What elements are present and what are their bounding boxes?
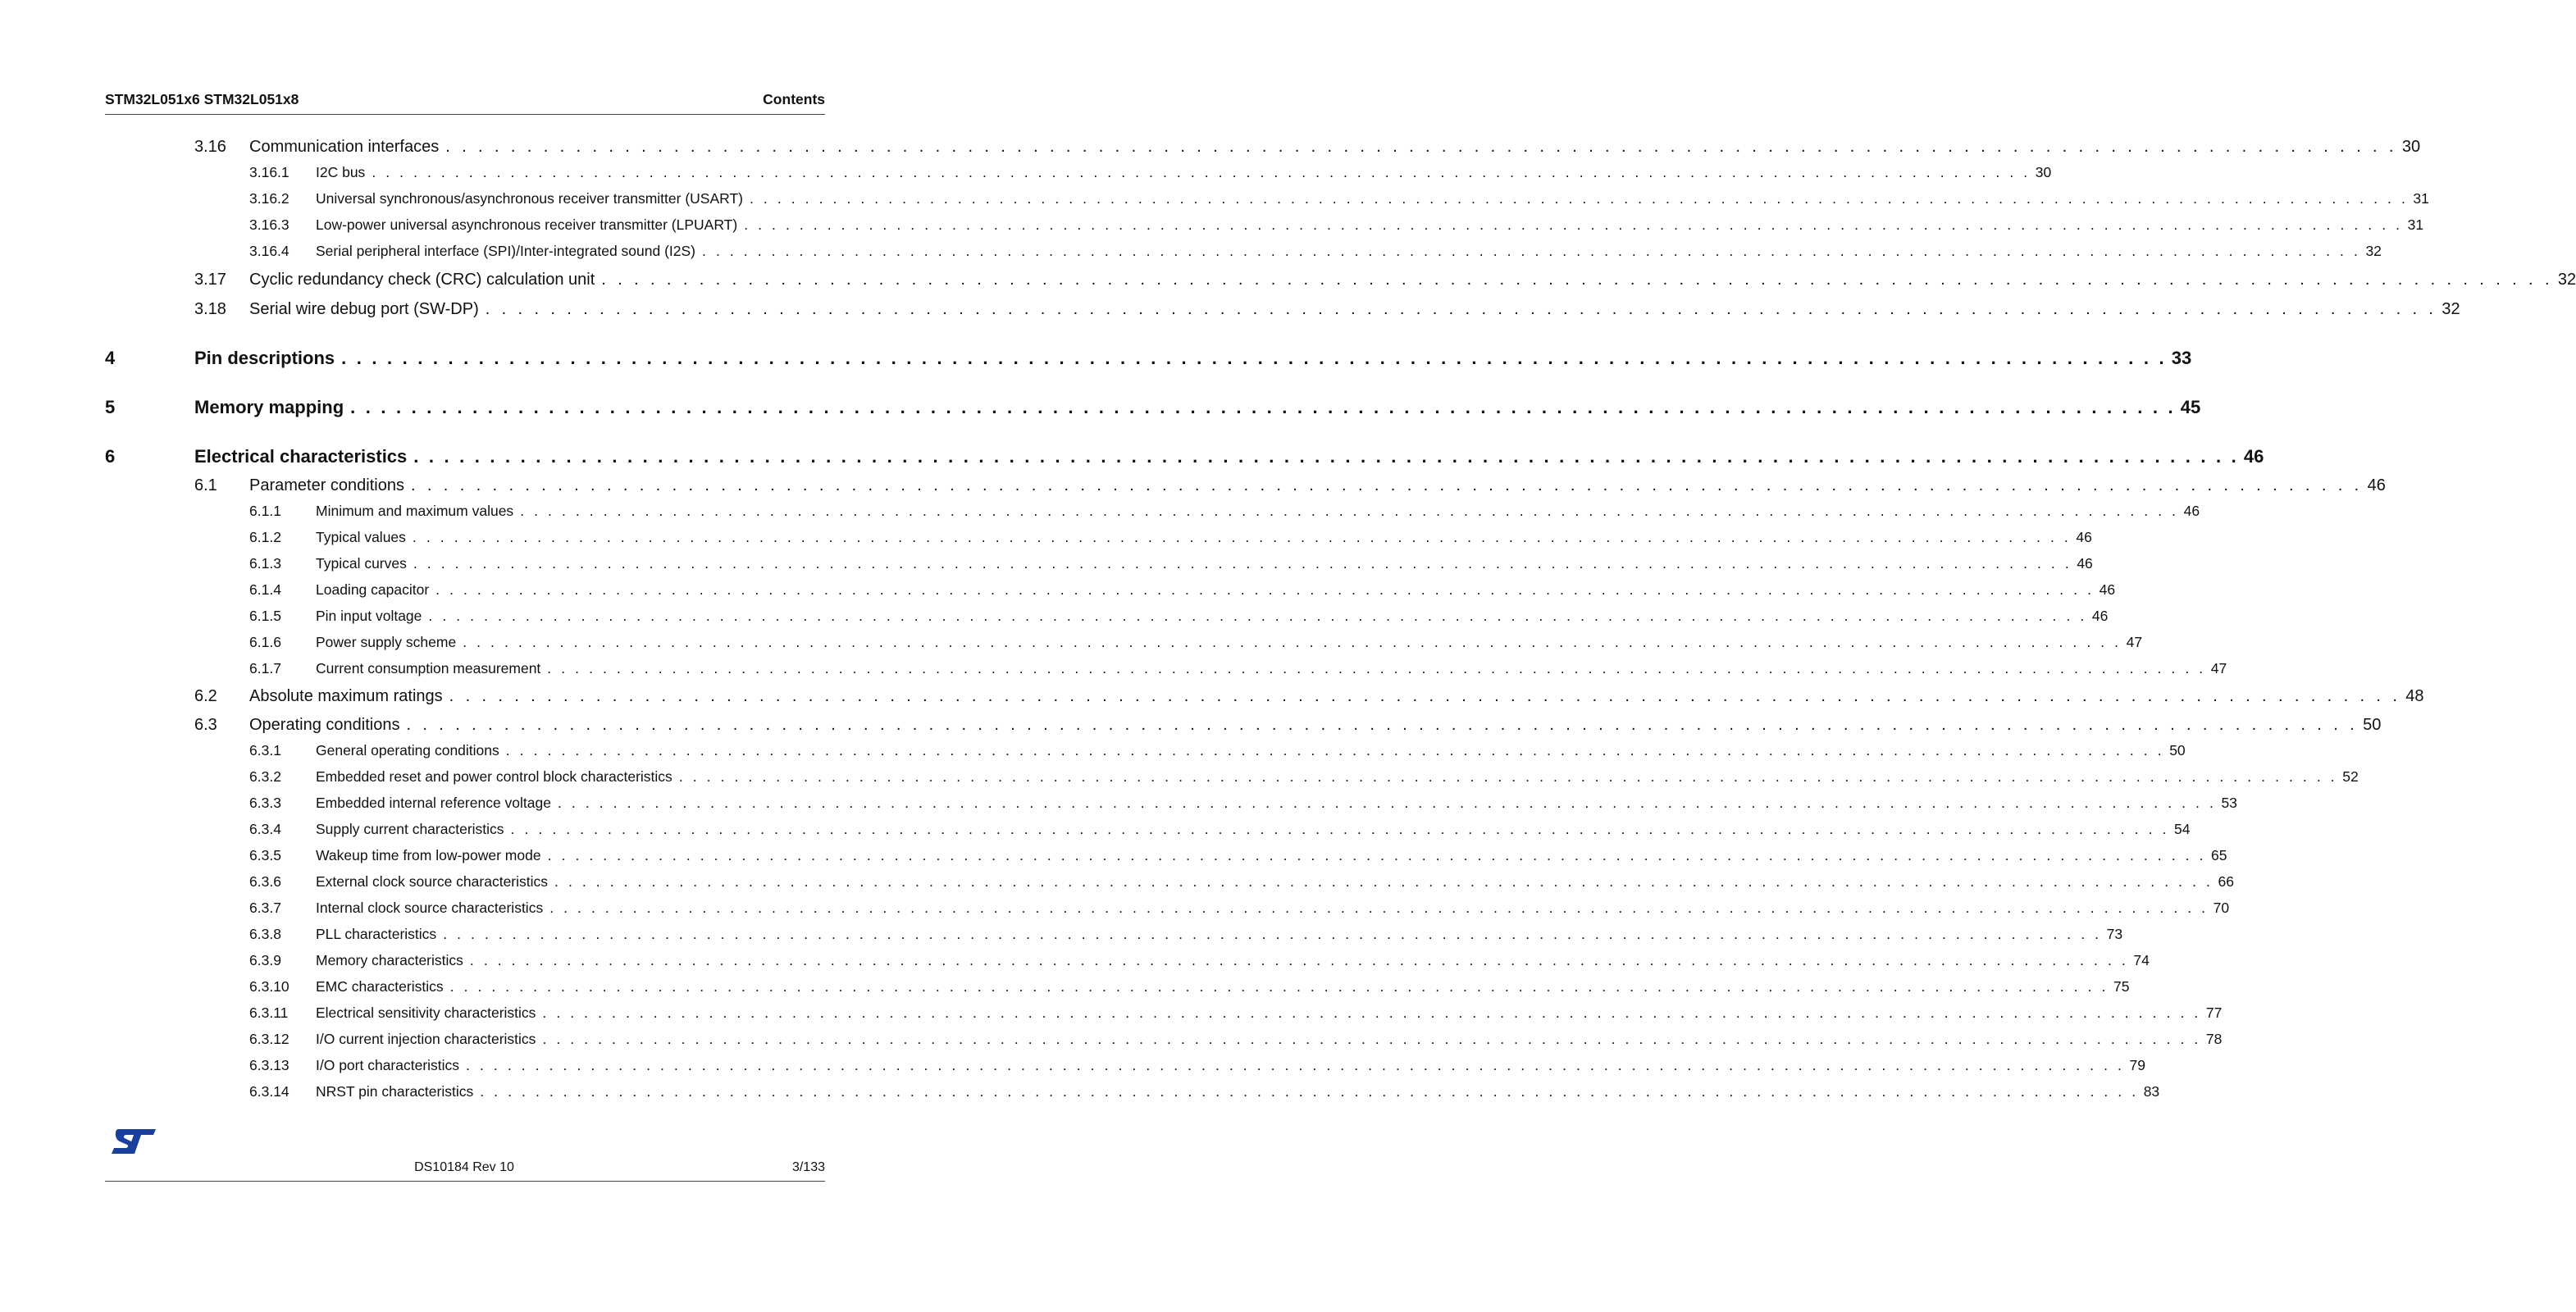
- toc-entry-number: 4: [105, 348, 116, 368]
- header-section-title: Contents: [763, 91, 825, 107]
- toc-entry-title: Parameter conditions: [249, 476, 404, 494]
- toc-entry-title: Electrical sensitivity characteristics: [316, 1004, 536, 1021]
- toc-leader-dots: . . . . . . . . . . . . . . . . . . . . . . . . . . . . . . . . . . . . . . . . . . . . . . . . . . . . . . . . . . . . . . . . . . . . . . . . . . . . . . . . . . . . . . . . . . . . . . . . . . . . . . . . . . . . . . . . . . . . . . . .: [413, 555, 2072, 572]
- toc-entry-title: Pin input voltage: [316, 608, 422, 624]
- toc-entry-title: Power supply scheme: [316, 634, 457, 650]
- toc-entry-page: 47: [2126, 634, 2143, 650]
- toc-entry-number: 3.16.1: [249, 164, 290, 180]
- toc-entry-title: Embedded internal reference voltage: [316, 795, 551, 811]
- toc-leader-dots: . . . . . . . . . . . . . . . . . . . . . . . . . . . . . . . . . . . . . . . . . . . . . . . . . . . . . . . . . . . . . . . . . . . . . . . . . . . . . . . . . . . . . . . . . . . . . . . . . . . . . . . . . . . . . . . . . . . . . . . .: [449, 978, 2109, 995]
- toc-leader-dots: . . . . . . . . . . . . . . . . . . . . . . . . . . . . . . . . . . . . . . . . . . . . . . . . . . . . . . . . . . . . . . . . . . . . . . . . . . . . . . . . . . . . . . . . . . . . . . . . . . . . . . . . . . . . . . . . . . . . . . . .: [466, 1057, 2125, 1073]
- toc-entry-page: 75: [2113, 978, 2130, 995]
- toc-entry-number: 3.16: [194, 138, 226, 156]
- footer-document-id: DS10184 Rev 10: [414, 1160, 514, 1174]
- toc-leader-dots: . . . . . . . . . . . . . . . . . . . . . . . . . . . . . . . . . . . . . . . . . . . . . . . . . . . . . . . . . . . . . . . . . . . . . . . . . . . . . . . . . . . . . . . . . . . . . . . . . . . . . . . . . . . . . . . . . . . . . . . .: [485, 300, 2437, 318]
- toc-entry-page: 79: [2129, 1057, 2145, 1073]
- header-document-title: STM32L051x6 STM32L051x8: [105, 91, 299, 107]
- toc-entry-title: Serial peripheral interface (SPI)/Inter-integrated sound (I2S): [316, 243, 696, 259]
- toc-entry-page: 32: [2442, 300, 2460, 318]
- toc-entry-title: Universal synchronous/asynchronous receiver transmitter (USART): [316, 190, 743, 207]
- toc-entry-row: [249, 271, 2576, 289]
- toc-entry-page: 31: [2413, 190, 2429, 207]
- toc-entry-number: 6: [105, 446, 116, 467]
- toc-entry-page: 50: [2169, 742, 2186, 758]
- toc-entry-row: [316, 190, 2429, 207]
- toc-entry-page: 32: [2557, 271, 2576, 289]
- toc-entry-title: Current consumption measurement: [316, 660, 541, 676]
- toc-entry-number: 6.2: [194, 687, 217, 705]
- toc-leader-dots: . . . . . . . . . . . . . . . . . . . . . . . . . . . . . . . . . . . . . . . . . . . . . . . . . . . . . . . . . . . . . . . . . . . . . . . . . . . . . . . . . . . . . . . . . . . . . . . . . . . . . . . . . . . . . . . . . . . . . . . .: [445, 138, 2397, 156]
- toc-entry-page: 50: [2363, 716, 2382, 734]
- toc-entry-title: Internal clock source characteristics: [316, 900, 544, 916]
- toc-entry-title: Embedded reset and power control block characteristics: [316, 768, 672, 785]
- toc-entry-row: [316, 795, 2237, 812]
- toc-entry-row: [316, 529, 2092, 546]
- toc-entry-page: 30: [2401, 138, 2421, 156]
- toc-entry-page: 31: [2407, 216, 2424, 233]
- toc-entry-number: 6.3.14: [249, 1083, 290, 1100]
- toc-entry-number: 3.16.2: [249, 190, 290, 207]
- toc-entry-page: 78: [2205, 1031, 2223, 1047]
- toc-leader-dots: . . . . . . . . . . . . . . . . . . . . . . . . . . . . . . . . . . . . . . . . . . . . . . . . . . . . . . . . . . . . . . . . . . . . . . . . . . . . . . . . . . . . . . . . . . . . . . . . . . . . . . . . . . . . . . . . . . . . . . . .: [443, 926, 2102, 942]
- toc-entry-row: [194, 446, 2264, 467]
- toc-entry-title: Serial wire debug port (SW-DP): [249, 300, 479, 318]
- toc-entry-number: 6.3.6: [249, 873, 281, 890]
- toc-leader-dots: . . . . . . . . . . . . . . . . . . . . . . . . . . . . . . . . . . . . . . . . . . . . . . . . . . . . . . . . . . . . . . . . . . . . . . . . . . . . . . . . . . . . . . . . . . . . . . . . . . . . . . . . . . . . . . . . . . . . . . . .: [406, 716, 2359, 734]
- toc-leader-dots: . . . . . . . . . . . . . . . . . . . . . . . . . . . . . . . . . . . . . . . . . . . . . . . . . . . . . . . . . . . . . . . . . . . . . . . . . . . . . . . . . . . . . . . . . . . . . . . . . . . . . . . . . . . . . . . . . . . . . . . .: [412, 529, 2072, 545]
- toc-leader-dots: . . . . . . . . . . . . . . . . . . . . . . . . . . . . . . . . . . . . . . . . . . . . . . . . . . . . . . . . . . . . . . . . . . . . . . . . . . . . . . . . . . . . . . . . . . . . . . . . . . . . . . . . . . . . . . . . . . . . . . . .: [449, 687, 2401, 705]
- toc-leader-dots: . . . . . . . . . . . . . . . . . . . . . . . . . . . . . . . . . . . . . . . . . . . . . . . . . . . . . . . . . . . . . . . . . . . . . . . . . . . . . . . . . . . . . . . . . . . . . . . . . . . . . . . . . . . . . . . . . . . . . . . .: [410, 476, 2363, 494]
- toc-entry-page: 46: [2099, 581, 2116, 598]
- toc-entry-row: [316, 243, 2382, 260]
- toc-leader-dots: . . . . . . . . . . . . . . . . . . . . . . . . . . . . . . . . . . . . . . . . . . . . . . . . . . . . . . . . . . . . . . . . . . . . . . . . . . . . . . . . . . . . . . . . . . . . . . . . . . . . . . . . . . . . . . . . . . . . . . . .: [428, 608, 2087, 624]
- toc-entry-number: 3.16.4: [249, 243, 290, 259]
- toc-entry-row: [249, 476, 2386, 495]
- toc-entry-title: Loading capacitor: [316, 581, 430, 598]
- toc-entry-row: [316, 581, 2116, 599]
- toc-entry-title: Cyclic redundancy check (CRC) calculation unit: [249, 271, 595, 289]
- toc-entry-title: Absolute maximum ratings: [249, 687, 443, 705]
- toc-entry-row: [316, 660, 2227, 677]
- toc-entry-number: 6.3.8: [249, 926, 281, 942]
- toc-entry-title: EMC characteristics: [316, 978, 444, 995]
- toc-entry-title: Wakeup time from low-power mode: [316, 847, 541, 863]
- toc-leader-dots: . . . . . . . . . . . . . . . . . . . . . . . . . . . . . . . . . . . . . . . . . . . . . . . . . . . . . . . . . . . . . . . . . . . . . . . . . . . . . . . . . . . . . . . . . . . . . . . . . . . . . . . . . . . . . . . . . . . . . . . .: [547, 847, 2207, 863]
- toc-entry-page: 54: [2173, 821, 2191, 837]
- toc-entry-number: 5: [105, 397, 116, 417]
- toc-entry-title: NRST pin characteristics: [316, 1083, 474, 1100]
- toc-leader-dots: . . . . . . . . . . . . . . . . . . . . . . . . . . . . . . . . . . . . . . . . . . . . . . . . . . . . . . . . . . . . . . . . . . . . . . . . . . . . . . . . . . . . . . . . . . . . . . . . . . . . . . . . . . . . . . . . . . . . . . . .: [372, 164, 2031, 180]
- toc-entry-page: 74: [2133, 952, 2150, 968]
- toc-entry-row: [194, 397, 2201, 418]
- toc-entry-title: Supply current characteristics: [316, 821, 504, 837]
- toc-entry-page: 70: [2213, 900, 2230, 916]
- toc-entry-title: General operating conditions: [316, 742, 499, 758]
- toc-entry-row: [316, 978, 2130, 995]
- toc-leader-dots: . . . . . . . . . . . . . . . . . . . . . . . . . . . . . . . . . . . . . . . . . . . . . . . . . . . . . . . . . . . . . . . . . . . . . . . . . . . . . . . . . . . . . . . . . . . . . . . . . . . . . . . . . . . . . . . . . . . . . . . .: [469, 952, 2129, 968]
- toc-entry-number: 3.18: [194, 300, 226, 318]
- toc-entry-page: 66: [2218, 873, 2234, 890]
- toc-leader-dots: . . . . . . . . . . . . . . . . . . . . . . . . . . . . . . . . . . . . . . . . . . . . . . . . . . . . . . . . . . . . . . . . . . . . . . . . . . . . . . . . . . . . . . . . . . . . . . . . . . . . . . . . . . . . . . . . . . . . . . . .: [542, 1004, 2201, 1021]
- toc-entry-page: 53: [2221, 795, 2237, 811]
- toc-entry-page: 77: [2205, 1004, 2223, 1021]
- toc-leader-dots: . . . . . . . . . . . . . . . . . . . . . . . . . . . . . . . . . . . . . . . . . . . . . . . . . . . . . . . . . . . . . . . . . . . . . . . . . . . . . . . . . . . . . . . . . . . . . . . . . . . . . . . . . . . . . . . . . . . . . . . .: [480, 1083, 2139, 1100]
- toc-entry-row: [316, 503, 2200, 520]
- toc-entry-row: [316, 1083, 2160, 1100]
- toc-entry-title: Minimum and maximum values: [316, 503, 514, 519]
- toc-entry-title: I/O current injection characteristics: [316, 1031, 536, 1047]
- toc-entry-number: 6.3: [194, 716, 217, 734]
- toc-entry-page: 46: [2183, 503, 2200, 519]
- toc-entry-number: 6.3.1: [249, 742, 281, 758]
- toc-entry-row: [316, 768, 2359, 786]
- toc-entry-row: [316, 900, 2230, 917]
- toc-entry-title: I2C bus: [316, 164, 366, 180]
- toc-entry-row: [316, 1004, 2223, 1022]
- toc-entry-row: [316, 1057, 2145, 1074]
- toc-entry-number: 6.3.13: [249, 1057, 290, 1073]
- toc-entry-row: [249, 300, 2460, 319]
- header-rule: [105, 114, 825, 115]
- toc-entry-page: 83: [2143, 1083, 2160, 1100]
- toc-entry-title: Electrical characteristics: [194, 446, 408, 467]
- toc-entry-title: PLL characteristics: [316, 926, 437, 942]
- toc-entry-row: [316, 216, 2424, 234]
- toc-entry-page: 32: [2365, 243, 2382, 259]
- toc-entry-page: 30: [2035, 164, 2052, 180]
- toc-leader-dots: . . . . . . . . . . . . . . . . . . . . . . . . . . . . . . . . . . . . . . . . . . . . . . . . . . . . . . . . . . . . . . . . . . . . . . . . . . . . . . . . . . . . . . . . . . . . . . . . . . . . . . . . . . . . . . . . . . . . . . . .: [510, 821, 2169, 837]
- toc-entry-row: [316, 1031, 2223, 1048]
- toc-entry-page: 48: [2405, 687, 2424, 705]
- toc-leader-dots: . . . . . . . . . . . . . . . . . . . . . . . . . . . . . . . . . . . . . . . . . . . . . . . . . . . . . . . . . . . . . . . . . . . . . . . . . . . . . . . . . . . . . . . . . . . . . . . . . . . . . . . . . . . . . . . . . . . . . . . .: [601, 271, 2553, 289]
- toc-entry-row: [316, 742, 2186, 759]
- toc-entry-page: 52: [2342, 768, 2359, 785]
- toc-entry-page: 46: [2091, 608, 2109, 624]
- toc-leader-dots: . . . . . . . . . . . . . . . . . . . . . . . . . . . . . . . . . . . . . . . . . . . . . . . . . . . . . . . . . . . . . . . . . . . . . . . . . . . . . . . . . . . . . . . . . . . . . . . . . . . . . . . . . . . . . . . . . . . . . . . .: [702, 243, 2361, 259]
- toc-entry-row: [316, 873, 2234, 891]
- toc-entry-number: 6.3.10: [249, 978, 290, 995]
- toc-entry-page: 46: [2367, 476, 2386, 494]
- toc-entry-page: 65: [2211, 847, 2227, 863]
- toc-entry-title: Memory mapping: [194, 397, 344, 417]
- toc-entry-row: [316, 821, 2191, 838]
- toc-entry-row: [194, 348, 2192, 369]
- toc-entry-title: Communication interfaces: [249, 138, 440, 156]
- toc-entry-number: 6.1.3: [249, 555, 281, 572]
- toc-entry-title: Memory characteristics: [316, 952, 463, 968]
- toc-leader-dots: . . . . . . . . . . . . . . . . . . . . . . . . . . . . . . . . . . . . . . . . . . . . . . . . . . . . . . . . . . . . . . . . . . . . . . . . . . . . . . . . . . . . . . . . . . . . . . . . . . . . . . . . . . . . . . . . . . . . . . . .: [505, 742, 2165, 758]
- toc-entry-number: 6.1: [194, 476, 217, 494]
- toc-leader-dots: . . . . . . . . . . . . . . . . . . . . . . . . . . . . . . . . . . . . . . . . . . . . . . . . . . . . . . . . . . . . . . . . . . . . . . . . . . . . . . . . . . . . . . . . . . . . . . . . . . . . . . . . . . . . . . . . . . . . . . . .: [463, 634, 2122, 650]
- toc-entry-page: 46: [2243, 446, 2264, 467]
- toc-entry-number: 6.3.11: [249, 1004, 289, 1021]
- toc-entry-number: 6.1.7: [249, 660, 281, 676]
- toc-entry-title: Typical values: [316, 529, 406, 545]
- toc-entry-title: I/O port characteristics: [316, 1057, 460, 1073]
- toc-entry-number: 6.3.7: [249, 900, 281, 916]
- toc-entry-number: 6.3.4: [249, 821, 281, 837]
- toc-entry-number: 6.3.3: [249, 795, 281, 811]
- footer-rule: [105, 1181, 825, 1182]
- toc-leader-dots: . . . . . . . . . . . . . . . . . . . . . . . . . . . . . . . . . . . . . . . . . . . . . . . . . . . . . . . . . . . . . . . . . . . . . . . . . . . . . . . . . . . . . . . . . . . . . . . . . . . . . . . . . . . . . . . . . . . . . . . .: [542, 1031, 2201, 1047]
- toc-entry-title: Operating conditions: [249, 716, 400, 734]
- toc-leader-dots: . . . . . . . . . . . . . . . . . . . . . . . . . . . . . . . . . . . . . . . . . . . . . . . . . . . . . . . . . . . . . . . . . . . . . . . . . . . . . . . . . . . . . . . . . . . . . . . . . . . . . . . . . . . . . . . . . . . . . . . .: [749, 190, 2409, 207]
- toc-entry-number: 6.1.6: [249, 634, 281, 650]
- toc-entry-title: Pin descriptions: [194, 348, 335, 368]
- footer-page-number: 3/133: [791, 1160, 825, 1174]
- toc-leader-dots: . . . . . . . . . . . . . . . . . . . . . . . . . . . . . . . . . . . . . . . . . . . . . . . . . . . . . . . . . . . . . . . . . . . . . . . . . . . . . . . . . . . . . . . . . . . . . . . . . . . . . . . . . . . . . . . . . . . . . . . .: [547, 660, 2206, 676]
- toc-entry-number: 6.1.1: [249, 503, 281, 519]
- toc-entry-number: 6.1.4: [249, 581, 281, 598]
- toc-entry-page: 45: [2180, 397, 2201, 417]
- toc-leader-dots: . . . . . . . . . . . . . . . . . . . . . . . . . . . . . . . . . . . . . . . . . . . . . . . . . . . . . . . . . . . . . . . . . . . . . . . . . . . . . . . . . . . . . . . . . . . . . . . . . . . . . . . . . . . . . . . . . . . . . . . .: [678, 768, 2338, 785]
- toc-leader-dots: . . . . . . . . . . . . . . . . . . . . . . . . . . . . . . . . . . . . . . . . . . . . . . . . . . . . . . . . . . . . . . . . . . . . . . . . . . . . . . . . . . . . . . . . . . . . . . . . . . . . . . . . . . . . . . . . . . . . . . . .: [341, 348, 2167, 368]
- toc-entry-number: 3.17: [194, 271, 226, 289]
- toc-entry-row: [316, 634, 2143, 651]
- toc-leader-dots: . . . . . . . . . . . . . . . . . . . . . . . . . . . . . . . . . . . . . . . . . . . . . . . . . . . . . . . . . . . . . . . . . . . . . . . . . . . . . . . . . . . . . . . . . . . . . . . . . . . . . . . . . . . . . . . . . . . . . . . .: [558, 795, 2217, 811]
- toc-leader-dots: . . . . . . . . . . . . . . . . . . . . . . . . . . . . . . . . . . . . . . . . . . . . . . . . . . . . . . . . . . . . . . . . . . . . . . . . . . . . . . . . . . . . . . . . . . . . . . . . . . . . . . . . . . . . . . . . . . . . . . . .: [520, 503, 2179, 519]
- toc-entry-row: [249, 716, 2382, 735]
- toc-entry-number: 6.3.2: [249, 768, 281, 785]
- toc-entry-row: [316, 608, 2109, 625]
- toc-entry-row: [249, 687, 2424, 706]
- toc-entry-number: 6.3.9: [249, 952, 281, 968]
- toc-entry-number: 3.16.3: [249, 216, 290, 233]
- toc-entry-number: 6.1.2: [249, 529, 281, 545]
- toc-entry-page: 46: [2076, 529, 2092, 545]
- toc-entry-page: 73: [2106, 926, 2123, 942]
- toc-entry-page: 46: [2077, 555, 2093, 572]
- toc-entry-title: External clock source characteristics: [316, 873, 549, 890]
- toc-leader-dots: . . . . . . . . . . . . . . . . . . . . . . . . . . . . . . . . . . . . . . . . . . . . . . . . . . . . . . . . . . . . . . . . . . . . . . . . . . . . . . . . . . . . . . . . . . . . . . . . . . . . . . . . . . . . . . . . . . . . . . . .: [744, 216, 2403, 233]
- toc-entry-page: 47: [2210, 660, 2227, 676]
- toc-entry-page: 33: [2171, 348, 2192, 368]
- toc-entry-row: [316, 926, 2123, 943]
- toc-entry-row: [316, 847, 2227, 864]
- toc-entry-number: 6.3.5: [249, 847, 281, 863]
- toc-entry-number: 6.1.5: [249, 608, 281, 624]
- toc-entry-row: [316, 952, 2150, 969]
- toc-leader-dots: . . . . . . . . . . . . . . . . . . . . . . . . . . . . . . . . . . . . . . . . . . . . . . . . . . . . . . . . . . . . . . . . . . . . . . . . . . . . . . . . . . . . . . . . . . . . . . . . . . . . . . . . . . . . . . . . . . . . . . . .: [350, 397, 2176, 417]
- toc-leader-dots: . . . . . . . . . . . . . . . . . . . . . . . . . . . . . . . . . . . . . . . . . . . . . . . . . . . . . . . . . . . . . . . . . . . . . . . . . . . . . . . . . . . . . . . . . . . . . . . . . . . . . . . . . . . . . . . . . . . . . . . .: [554, 873, 2214, 890]
- toc-leader-dots: . . . . . . . . . . . . . . . . . . . . . . . . . . . . . . . . . . . . . . . . . . . . . . . . . . . . . . . . . . . . . . . . . . . . . . . . . . . . . . . . . . . . . . . . . . . . . . . . . . . . . . . . . . . . . . . . . . . . . . . .: [413, 446, 2239, 467]
- toc-leader-dots: . . . . . . . . . . . . . . . . . . . . . . . . . . . . . . . . . . . . . . . . . . . . . . . . . . . . . . . . . . . . . . . . . . . . . . . . . . . . . . . . . . . . . . . . . . . . . . . . . . . . . . . . . . . . . . . . . . . . . . . .: [435, 581, 2095, 598]
- toc-entry-row: [316, 555, 2093, 572]
- toc-entry-row: [249, 138, 2421, 157]
- toc-leader-dots: . . . . . . . . . . . . . . . . . . . . . . . . . . . . . . . . . . . . . . . . . . . . . . . . . . . . . . . . . . . . . . . . . . . . . . . . . . . . . . . . . . . . . . . . . . . . . . . . . . . . . . . . . . . . . . . . . . . . . . . .: [549, 900, 2209, 916]
- toc-entry-row: [316, 164, 2052, 181]
- toc-entry-title: Typical curves: [316, 555, 407, 572]
- toc-entry-title: Low-power universal asynchronous receiver transmitter (LPUART): [316, 216, 738, 233]
- st-logo-icon: [110, 1128, 157, 1155]
- toc-entry-number: 6.3.12: [249, 1031, 290, 1047]
